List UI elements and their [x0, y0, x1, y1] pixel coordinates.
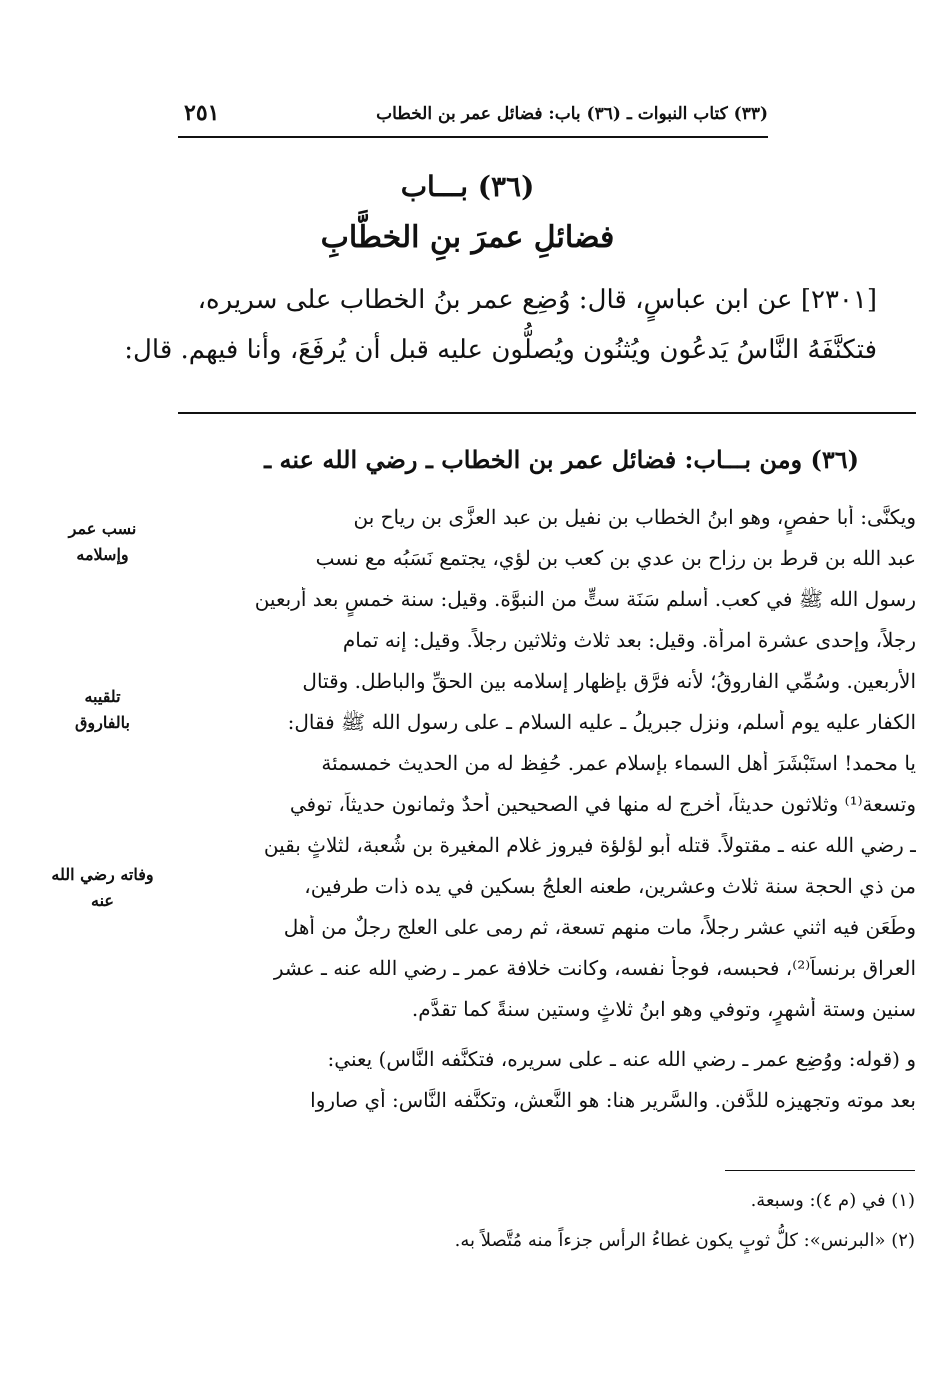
- margin-note: [30, 862, 175, 914]
- commentary-line: بعد موته وتجهيزه للدَّفن. والسَّرير هنا: هو النَّعش، وتكنَّفه النَّاس: أي صاروا: [310, 1088, 916, 1112]
- margin-note-line: عنه: [91, 891, 114, 910]
- commentary-line: وطَعَن فيه اثني عشر رجلاً، مات منهم تسعة، ثم رمى على العلج رجلٌ من أهل: [283, 915, 916, 939]
- footnote: (١) في (م ٤): وسبعة.: [750, 1190, 915, 1211]
- footnote-divider: [725, 1170, 915, 1171]
- commentary-line: الكفار عليه يوم أسلم، ونزل جبريلُ ـ عليه السلام ـ على رسول الله ﷺ فقال:: [287, 710, 916, 734]
- chapter-number: (٣٦) بـــاب: [400, 170, 535, 203]
- chapter-title: فضائلِ عمرَ بنِ الخطَّابِ: [320, 220, 615, 255]
- section-divider: [178, 412, 916, 414]
- commentary-line: رجلاً، وإحدى عشرة امرأة. وقيل: بعد ثلاث وثلاثين رجلاً. وقيل: إنه تمام: [342, 628, 916, 652]
- commentary-line: عبد الله بن قرط بن رزاح بن عدي بن كعب بن لؤي، يجتمع نَسَبُه مع نسب: [315, 546, 916, 570]
- running-header-title: (٣٣) كتاب النبوات ـ (٣٦) باب: فضائل عمر بن الخطاب: [376, 104, 768, 124]
- footnote: (٢) «البرنس»: كلُّ ثوبٍ يكون غطاءُ الرأس جزءاً منه مُتَّصلاً به.: [454, 1230, 915, 1251]
- commentary-line: وتسعة⁽¹⁾ وثلاثون حديثاً، أخرج له منها في الصحيحين أحدٌ وثمانون حديثاً، توفي: [289, 792, 916, 816]
- commentary-line: العراق برنساً⁽²⁾، فحبسه، فوجأ نفسه، وكانت خلافة عمر ـ رضي الله عنه ـ عشر: [273, 956, 916, 980]
- hadith-text-line: فتكنَّفَهُ النَّاسُ يَدعُون ويُثنُون ويُصلُّون عليه قبل أن يُرفَعَ، وأنا فيهم. قال:: [124, 335, 877, 365]
- commentary-line: يا محمد! استَبْشَرَ أهل السماء بإسلام عمر. حُفِظ له من الحديث خمسمئة: [321, 751, 916, 775]
- margin-note-line: وإسلامه: [76, 545, 129, 564]
- commentary-line: ـ رضي الله عنه ـ مقتولاً. قتله أبو لؤلؤة فيروز غلام المغيرة بن شُعبة، لثلاثٍ بقين: [263, 833, 916, 857]
- page-number: ٢٥١: [184, 100, 220, 126]
- commentary-line: ويكنَّى: أبا حفصٍ، وهو ابنُ الخطاب بن نفيل بن عبد العزَّى بن رياح بن: [353, 505, 916, 529]
- margin-note-line: تلقيبه: [84, 687, 121, 706]
- margin-note-line: نسب عمر: [68, 519, 137, 538]
- commentary-heading: (٣٦) ومن بـــاب: فضائل عمر بن الخطاب ـ رضي الله عنه ـ: [264, 445, 859, 474]
- margin-note-line: وفاته رضي الله: [51, 865, 154, 884]
- commentary-line: من ذي الحجة سنة ثلاث وعشرين، طعنه العلجُ بسكين في يده ذات طرفين،: [304, 874, 916, 898]
- margin-note-line: بالفاروق: [74, 713, 131, 732]
- running-header: [178, 100, 768, 138]
- hadith-text-line: [٢٣٠١] عن ابن عباسٍ، قال: وُضِع عمر بنُ الخطاب على سريره،: [197, 285, 877, 315]
- margin-note: [30, 684, 175, 736]
- commentary-line: رسول الله ﷺ في كعب. أسلم سَنَة ستٍّ من النبوَّة. وقيل: سنة خمسٍ بعد أربعين: [254, 587, 916, 611]
- commentary-line: الأربعين. وسُمِّي الفاروقُ؛ لأنه فرَّق بإظهار إسلامه بين الحقِّ والباطل. وقتال: [302, 669, 916, 693]
- commentary-line: سنين وستة أشهرٍ، وتوفي وهو ابنُ ثلاثٍ وستين سنةً كما تقدَّم.: [411, 997, 916, 1021]
- margin-note: [30, 516, 175, 568]
- commentary-line: و (قوله: ووُضِع عمر ـ رضي الله عنه ـ على سريره، فتكنَّفه النَّاس) يعني:: [327, 1047, 916, 1071]
